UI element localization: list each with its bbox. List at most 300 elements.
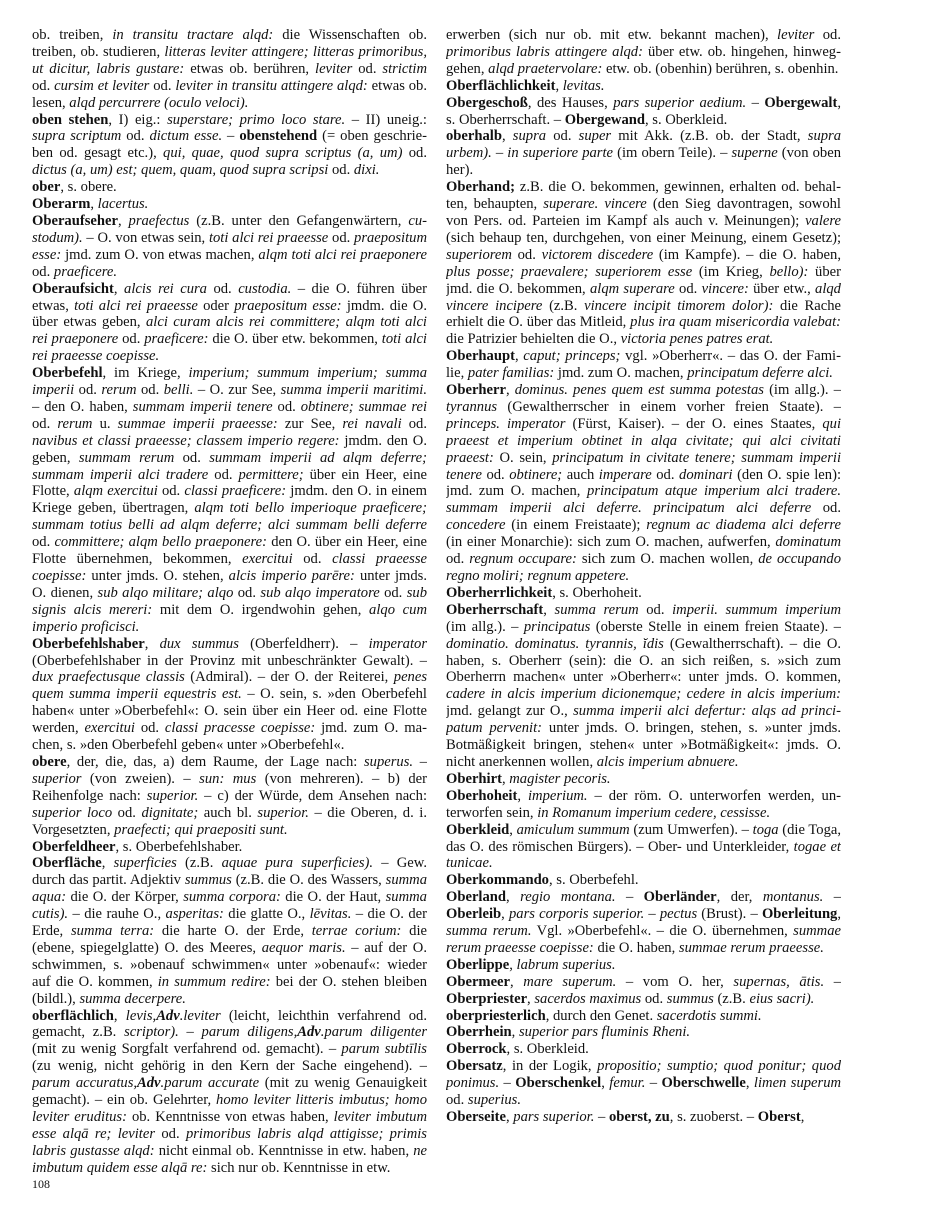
entry-headword: oberflächlich [32, 1007, 114, 1024]
entry-headword: Obergeschoß [446, 94, 528, 111]
entry-text: (den Sieg davontragen, sowohl von Pers. od. Parteien im Kampf als auch v. Meinungen); [446, 196, 841, 229]
entry-text: , [837, 906, 841, 923]
entry-text: , [509, 821, 517, 838]
entry-text: (Gewaltherrschaft). – die O. haben, s. Oberherr (sein): die O. an sich reißen, s. »sich zum Oberherrn machen« unter »Oberherr«: unter jmds. O. kommen, [446, 635, 841, 686]
entry-latin: superstare; primo loco stare. [167, 111, 346, 128]
entry-text: die O. haben, [593, 939, 679, 956]
entry-text: , [511, 1024, 519, 1041]
entry-latin: dux praefectusque classis [32, 669, 185, 686]
entry-text: die Rache erhielt die O. über das Mitleid, [446, 297, 841, 331]
entry-headword: Oberrock [446, 1041, 507, 1058]
entry-text: od. [121, 128, 150, 145]
entry-text: od. [208, 466, 239, 483]
entry-latin: .parum accurate [160, 1075, 260, 1092]
entry-latin: mare superum. [523, 973, 617, 990]
entry-text: , s. Oberhoheit. [552, 584, 642, 601]
entry-latin: alqo cum imperio proficisci. [32, 601, 427, 635]
entry-text: sich zum O. machen wollen, [576, 551, 759, 568]
entry-latin: dictus (a, um) est; quem, quam, quod supra scripsi [32, 162, 329, 179]
entry-latin: pater familias: [467, 365, 555, 382]
entry-headword: Oberbefehl [32, 365, 103, 382]
entry-latin: terrae corium: [311, 923, 402, 940]
entry-text: (= oben geschrieben od. gesagt etc.), [32, 128, 427, 162]
entry-latin: dominari [679, 466, 733, 483]
entry-latin: togae et tunicae. [446, 838, 841, 872]
entry-latin: primoribus labris alqd attigisse; primis labris gustasse alqd: [32, 1125, 427, 1159]
entry-latin: imperare [598, 466, 652, 483]
entry-text: (Fürst, Kaiser). – der O. eines Staates, [565, 415, 823, 432]
entry-text: , I) eig.: [108, 111, 168, 128]
entry-text: , [144, 635, 160, 652]
entry-text: (in einem Freistaate); [505, 517, 647, 534]
dictionary-entry [446, 382, 841, 585]
entry-latin: sub signis alcis mereri: [32, 584, 427, 618]
entry-headword: Oberpriester [446, 990, 528, 1007]
entry-text: , [555, 77, 563, 94]
entry-latin: alcis rei cura [124, 280, 207, 297]
entry-latin: plus posse; praevalere; superiorem esse [446, 263, 693, 280]
entry-headword: Oberrhein [446, 1024, 512, 1041]
entry-text: – [615, 889, 644, 906]
entry-text: od. [401, 415, 427, 432]
entry-text: – [824, 973, 841, 990]
dictionary-entry [446, 872, 841, 889]
entry-latin: sun: mus [199, 770, 257, 787]
entry-text: jmd. zum O. machen, s. »den Oberbefehl geben« unter »Oberbefehl«. [32, 720, 427, 754]
dictionary-entry [446, 95, 841, 129]
entry-latin: summa imperii alci defertur: alqs ad principatum pervenit: [446, 703, 841, 737]
entry-latin: homo leviter litteris imbutus; homo leviter eruditus: [32, 1092, 427, 1125]
entry-latin: asperitas: [165, 906, 224, 923]
entry-latin: vincere: [701, 280, 749, 297]
entry-text: – die rauhe O., [68, 906, 166, 923]
entry-text: od. [379, 584, 407, 601]
entry-text: die Patrizier behielten die O., [446, 331, 621, 348]
entry-text: , [543, 601, 555, 618]
entry-text: od. [157, 483, 185, 500]
entry-text: (in einer Monarchie): sich zum O. machen, aufwerfen, [446, 534, 776, 551]
entry-latin: sub alqo militare; alqo [97, 584, 234, 601]
entry-latin: superne [731, 145, 778, 162]
dictionary-entry [32, 179, 427, 196]
entry-latin: regnum ac diadema alci deferre [646, 517, 841, 534]
entry-latin: qui, quae, quod supra scriptus (a, um) [163, 145, 403, 162]
entry-latin: litteras leviter attingere; litteras primoribus, ut dicitur, labris gustare: [32, 43, 427, 77]
entry-latin: alcis imperium abnuere. [596, 753, 739, 770]
entry-latin: imperator [368, 635, 427, 652]
entry-latin: plus ira quam misericordia valebat: [630, 314, 841, 331]
entry-text: od. [328, 229, 355, 246]
entry-text: (den O. spie len): jmd. zum O. machen, [446, 466, 841, 500]
entry-latin: superius. [467, 1092, 521, 1109]
entry-text: od. [206, 280, 239, 297]
entry-headword: Oberherrschaft [446, 601, 544, 618]
entry-headword: obere [32, 753, 67, 770]
entry-latin: summam imperii ad alqm deferre; summam imperii alci tradere [32, 449, 427, 483]
entry-latin: lacertus. [97, 196, 149, 213]
entry-text: – die O. der Erde, [32, 906, 427, 940]
entry-latin: tyrannus [446, 398, 498, 415]
entry-text: auch bl. [198, 804, 258, 821]
entry-latin: montanus. [762, 889, 824, 906]
entry-headword: obenstehend [239, 128, 318, 145]
entry-latin: summa aqua: [32, 872, 427, 906]
entry-latin: superiorem [446, 246, 512, 263]
entry-text: , [601, 1075, 610, 1092]
entry-text: od. [292, 551, 333, 568]
entry-latin: sacerdos maximus [534, 990, 642, 1007]
entry-abbrev: Adv [297, 1024, 321, 1041]
entry-text: od. [402, 145, 427, 162]
entry-text: od. [638, 601, 673, 618]
entry-text: (von zweien). – [81, 770, 200, 787]
entry-latin: alci curam alcis rei committere; alqm toti alci rei praeponere [32, 314, 427, 348]
dictionary-entry [446, 771, 841, 788]
entry-headword: Oberkleid [446, 821, 510, 838]
entry-text: – II) uneig.: [345, 111, 427, 128]
entry-text: die O. über etw. bekommen, [208, 331, 382, 348]
entry-text: , [113, 280, 125, 297]
entry-headword: ober [32, 179, 61, 196]
entry-headword: Oberfeldheer [32, 838, 116, 855]
entry-latin: imperium; summum imperium; summa imperii [32, 365, 427, 399]
entry-latin: concedere [446, 517, 506, 534]
entry-text: , s. Oberherrschaft. – [446, 94, 841, 128]
entry-text: – vom O. her, [616, 973, 734, 990]
entry-headword: Obersatz [446, 1058, 503, 1075]
entry-latin: vincere incipit timorem dolor): [584, 297, 774, 314]
entry-text: od. [32, 77, 55, 94]
entry-headword: Oberaufsicht [32, 280, 114, 297]
entry-text: – [222, 128, 240, 145]
entry-latin: praepositum esse: [234, 297, 342, 314]
entry-text: od. [651, 466, 680, 483]
entry-text: die glatte O., [223, 906, 310, 923]
dictionary-entry [446, 78, 841, 95]
entry-latin: caput; princeps; [523, 348, 621, 365]
entry-latin: parum subtīlis [341, 1041, 427, 1058]
entry-text: – c) der Würde, dem Ansehen nach: [198, 787, 427, 804]
entry-text: oder [197, 297, 235, 314]
entry-text: (Gewaltherrscher in einem vorher freien Staate). – [497, 398, 841, 415]
entry-latin: bello): [769, 263, 809, 280]
entry-latin: cursim et leviter [54, 77, 150, 94]
entry-latin: in transitu tractare alqd: [112, 27, 274, 43]
entry-text: jmd. gelangt zur O., [446, 703, 574, 720]
entry-text: , [527, 990, 535, 1007]
entry-latin: toti alci rei praeesse [74, 297, 198, 314]
entry-headword: Oberländer [643, 889, 717, 906]
entry-latin: praepositum esse: [32, 229, 427, 263]
entry-latin: alqd praetervolare: [488, 60, 603, 77]
entry-text: (von mehreren). – b) der Reihenfolge nach: [32, 770, 427, 804]
entry-latin: victorem discedere [541, 246, 654, 263]
entry-headword: Oberleib [446, 906, 502, 923]
entry-headword: Obergewalt [764, 94, 838, 111]
entry-text: sich nur ob. Kenntnisse in etw. [207, 1159, 391, 1176]
entry-latin: summa rerum. [446, 923, 532, 940]
entry-text: – [645, 1075, 662, 1092]
entry-latin: committere; alqm bello praeponere: [54, 534, 268, 551]
entry-text: , durch den Genet. [545, 1007, 657, 1024]
entry-headword: Obermeer [446, 973, 511, 990]
entry-text: (Oberbefehlshaber in der Provinz mit unbeschränkter Gewalt). – [32, 652, 427, 669]
entry-latin: praefectus [128, 212, 190, 229]
entry-text: die O. der Haut, [280, 889, 386, 906]
entry-text: – den O. haben, [32, 398, 133, 415]
entry-text: (zum Umwerfen). – [629, 821, 753, 838]
entry-latin: sacerdotis summi. [656, 1007, 762, 1024]
entry-text: od. [674, 280, 702, 297]
entry-text: , [505, 382, 515, 399]
dictionary-entry [32, 365, 427, 636]
dictionary-entry [446, 1109, 841, 1126]
entry-text: (sich behaup ten, durchgehen, von einer Meinung, einem Gesetz); [446, 229, 841, 246]
entry-text: (z.B. die O. des Wassers, [231, 872, 386, 889]
entry-text: (im allg.). – [763, 382, 841, 399]
entry-text: , [510, 973, 524, 990]
entry-latin: princeps. imperator [446, 415, 566, 432]
entry-latin: principatum in civitate tenere; summam imperii tenere [446, 449, 841, 483]
entry-text: – [594, 1109, 609, 1125]
entry-text: unter jmds. O. dienen, [32, 568, 427, 601]
entry-text: , [501, 128, 513, 145]
dictionary-entry [446, 585, 841, 602]
entry-text: (oberste Stelle in einem freien Staate). – [590, 618, 841, 635]
entry-latin: alqm superare [589, 280, 675, 297]
entry-latin: imperium. [527, 787, 588, 804]
entry-latin: classi praeesse coepisse: [32, 551, 427, 584]
entry-text: (Oberfeldherr). – [238, 635, 369, 652]
entry-text: , s. Oberkleid. [645, 111, 728, 128]
entry-text: , [800, 1109, 805, 1125]
entry-text: od. [233, 584, 261, 601]
entry-latin: custodum). [32, 212, 427, 246]
entry-latin: praeficere. [53, 263, 117, 280]
entry-latin: dignitate; [141, 804, 199, 821]
entry-latin: parum accuratus, [32, 1075, 138, 1092]
entry-latin: exercitui [84, 720, 135, 737]
dictionary-entry [32, 839, 427, 856]
entry-text: , [501, 770, 510, 787]
entry-text: erwerben (sich nur ob. mit etw. bekannt machen), [446, 27, 778, 43]
entry-text: (mit zu wenig Genauigkeit gemacht). – ein ob. Gelehrter, [32, 1075, 427, 1109]
entry-latin: pars corporis superior. – pectus [508, 906, 698, 923]
dictionary-entry [32, 196, 427, 213]
entry-text: od. [352, 60, 383, 77]
entry-text: – O. sein, s. »den Oberbefehl haben« unter »Oberbefehl«: O. sein über ein Heer od. eine Flotte werden, [32, 686, 427, 737]
entry-text: (leicht, leichthin verfahrend od. gemacht, z.B. [32, 1007, 427, 1041]
entry-latin: summa cutis). [32, 889, 427, 923]
entry-latin: pars superior. [513, 1109, 595, 1125]
entry-latin: sub alqo imperatore [260, 584, 380, 601]
entry-latin: summus [666, 990, 714, 1007]
entry-latin: valere [805, 212, 841, 229]
entry-latin: dominatum [775, 534, 841, 551]
entry-text: , [113, 1007, 126, 1024]
entry-text: (von oben her). [446, 145, 841, 179]
entry-text: (im Krieg, [692, 263, 770, 280]
entry-text: etwas ob. lesen, [32, 77, 427, 111]
entry-text: (im obern Teile). – [613, 145, 732, 162]
entry-latin: belli. [163, 382, 194, 399]
entry-latin: penes quem summa imperii equestris est. [32, 669, 427, 703]
entry-text: Vgl. »Oberbefehl«. – die O. übernehmen, [531, 923, 794, 940]
entry-latin: cadere in alcis imperium dicionemque; cedere in alcis imperium: [446, 686, 841, 703]
entry-latin: obtinere; summae rei [300, 398, 427, 415]
entry-latin: superior loco [32, 804, 113, 821]
right-column [446, 27, 841, 1177]
entry-latin: femur. [609, 1075, 646, 1092]
entry-latin: summam rerum [78, 449, 175, 466]
entry-text: (z.B. unter den Gefangenwärtern, [189, 212, 409, 229]
dictionary-entry [446, 1058, 841, 1109]
entry-text: – [823, 889, 841, 906]
entry-text: auch [562, 466, 599, 483]
entry-headword: Oberland [446, 889, 507, 906]
entry-latin: summa rerum [554, 601, 639, 618]
entry-latin: custodia. [238, 280, 292, 297]
entry-text: jmdm. den O. in einem Kriege geben, übertragen, [32, 483, 427, 517]
entry-headword: Oberkommando [446, 872, 549, 889]
entry-text: , [117, 212, 129, 229]
entry-text: od. [546, 128, 579, 145]
entry-latin: labrum superius. [516, 956, 616, 973]
entry-latin: rerum [101, 382, 137, 399]
entry-text: , der, [716, 889, 763, 906]
entry-latin: ne imbutum quidem esse alqā re: [32, 1142, 427, 1176]
entry-latin: aquae pura superficies). [221, 855, 374, 872]
entry-text: über ein Heer, eine Flotte, [32, 466, 427, 500]
entry-text: od. [155, 1125, 186, 1142]
entry-latin: leviter in transitu attingere alqd: [175, 77, 368, 94]
entry-headword: Oberhirt [446, 770, 502, 787]
entry-text: über etw., [748, 280, 816, 297]
entry-latin: exercitui [242, 551, 293, 568]
entry-latin: de occupando regno moliri; regnum appetere. [446, 551, 841, 584]
entry-latin: qui praeest et imperium obtinet in alqa civitate; qui alci civitati praeest: [446, 415, 841, 466]
entry-text: die (ebene, spiegelglatte) O. des Meeres, [32, 923, 427, 956]
dictionary-entry [446, 974, 841, 1008]
entry-latin: alqd vincere incipere [446, 280, 841, 314]
entry-text: etwas ob. berühren, [184, 60, 316, 77]
entry-latin: principatum atque imperium alci tradere. summam imperii alci deferre. principatum alci deferre [446, 483, 841, 517]
entry-text: – auf der O. schwimmen, s. »obenauf schwimmen« unter »obenauf«: wieder auf die O. kommen, [32, 939, 427, 990]
entry-headword: Oberherrlichkeit [446, 584, 553, 601]
entry-latin: supernas, ātis. [733, 973, 825, 990]
entry-text: – O. von etwas sein, [82, 229, 209, 246]
entry-text: , [505, 1109, 514, 1125]
entry-text: , s. zuoberst. – [669, 1109, 758, 1125]
dictionary-entry [446, 788, 841, 822]
entry-latin: summa corpora: [183, 889, 281, 906]
dictionary-entry [446, 889, 841, 957]
entry-text: od. [174, 449, 210, 466]
entry-headword: Oberaufseher [32, 212, 118, 229]
entry-text: jmdm. die O. über etwas geben, [32, 297, 427, 331]
entry-text: mit dem O. irgendwohin gehen, [152, 601, 370, 618]
entry-text: nicht einmal ob. Kenntnisse in etw. haben, [154, 1142, 414, 1159]
entry-text: od. [446, 1092, 468, 1109]
entry-headword: Obergewand [564, 111, 645, 128]
entry-text: , s. Oberbefehlshaber. [115, 838, 243, 855]
entry-text: od. [32, 415, 58, 432]
entry-text: die O. der Körper, [66, 889, 184, 906]
entry-text: jmd. zum O. von etwas machen, [61, 246, 259, 263]
entry-latin: dixi. [353, 162, 380, 179]
entry-latin: primoribus labris attingere alqd: [446, 43, 643, 60]
entry-latin: levitas. [562, 77, 605, 94]
dictionary-entry [32, 213, 427, 281]
entry-latin: alqm exercitui [73, 483, 158, 500]
dictionary-entry [446, 1024, 841, 1041]
entry-headword: Oberleitung [761, 906, 838, 923]
dictionary-entry [446, 128, 841, 179]
dictionary-entry [32, 281, 427, 366]
entry-latin: principatus [523, 618, 591, 635]
entry-headword: Oberhoheit [446, 787, 518, 804]
dictionary-entry [446, 27, 841, 78]
entry-text: od. [811, 500, 841, 517]
entry-text: u. [92, 415, 118, 432]
entry-latin: permittere; [238, 466, 304, 483]
dictionary-entry [32, 1008, 427, 1177]
entry-text: , [509, 956, 517, 973]
entry-latin: rei navali [342, 415, 402, 432]
entry-text: O. sein, [493, 449, 553, 466]
entry-latin: alqm toti bello imperioque praeficere; summam totius belli ad alqm deferre; alci summam belli deferre [32, 500, 427, 534]
entry-text: od. [272, 398, 301, 415]
entry-latin: superior [32, 770, 82, 787]
entry-headword: Oberhaupt [446, 348, 515, 365]
entry-text: unter jmds. O. bringen, stehen, s. »unter jmds. Botmäßigkeit bringen, stehen« unter »Botmäßigkeit«: jmds. O. nicht anerkennen wollen, [446, 720, 841, 770]
entry-text: , der, die, das, a) dem Raume, der Lage nach: [66, 753, 364, 770]
entry-latin: pars superior aedium. [613, 94, 747, 111]
entry-latin: praefecti; qui praepositi sunt. [114, 821, 288, 838]
entry-latin: principatum deferre alci. [687, 365, 833, 382]
entry-latin: dictum esse. [149, 128, 223, 145]
entry-text: – [499, 1075, 516, 1092]
dictionary-entry [446, 348, 841, 382]
entry-text: od. [74, 382, 102, 399]
entry-text: über etw. ob. hingehen, hinweggehen, [446, 43, 841, 77]
entry-text: z.B. die O. bekommen, gewinnen, erhalten od. behalten, behaupten, [446, 179, 841, 213]
entry-text: (z.B. [542, 297, 585, 314]
left-column [32, 27, 427, 1177]
entry-latin: regnum occupare: [469, 551, 577, 568]
entry-latin: strictim [382, 60, 427, 77]
entry-latin: classi pracesse coepisse: [164, 720, 316, 737]
entry-abbrev: Adv [137, 1075, 161, 1092]
entry-latin: toti alci rei praeesse coepisse. [32, 331, 427, 365]
entry-text: mit Akk. (z.B. ob. der Stadt, [611, 128, 808, 145]
entry-latin: magister pecoris. [509, 770, 611, 787]
entry-latin: rerum [57, 415, 93, 432]
entry-text: , [506, 889, 521, 906]
dictionary-entry [446, 1008, 841, 1025]
entry-text: zur See, [277, 415, 343, 432]
entry-text: (zu wenig, nicht gehörig in den Kern der Sache eingehend). – [32, 1058, 427, 1075]
entry-headword: oberst, zu [608, 1109, 670, 1125]
entry-headword: Oberflächlichkeit [446, 77, 556, 94]
entry-latin: regio montana. [520, 889, 616, 906]
entry-text: – die O. führen über etwas, [32, 280, 427, 314]
entry-latin: in summum redire: [157, 973, 271, 990]
entry-latin: alqd percurrere (oculo veloci). [69, 94, 249, 111]
entry-text: – die Oberen, d. i. Vorgesetzten, [32, 804, 427, 838]
entry-text: , [745, 1075, 754, 1092]
entry-latin: lēvitas. [309, 906, 352, 923]
